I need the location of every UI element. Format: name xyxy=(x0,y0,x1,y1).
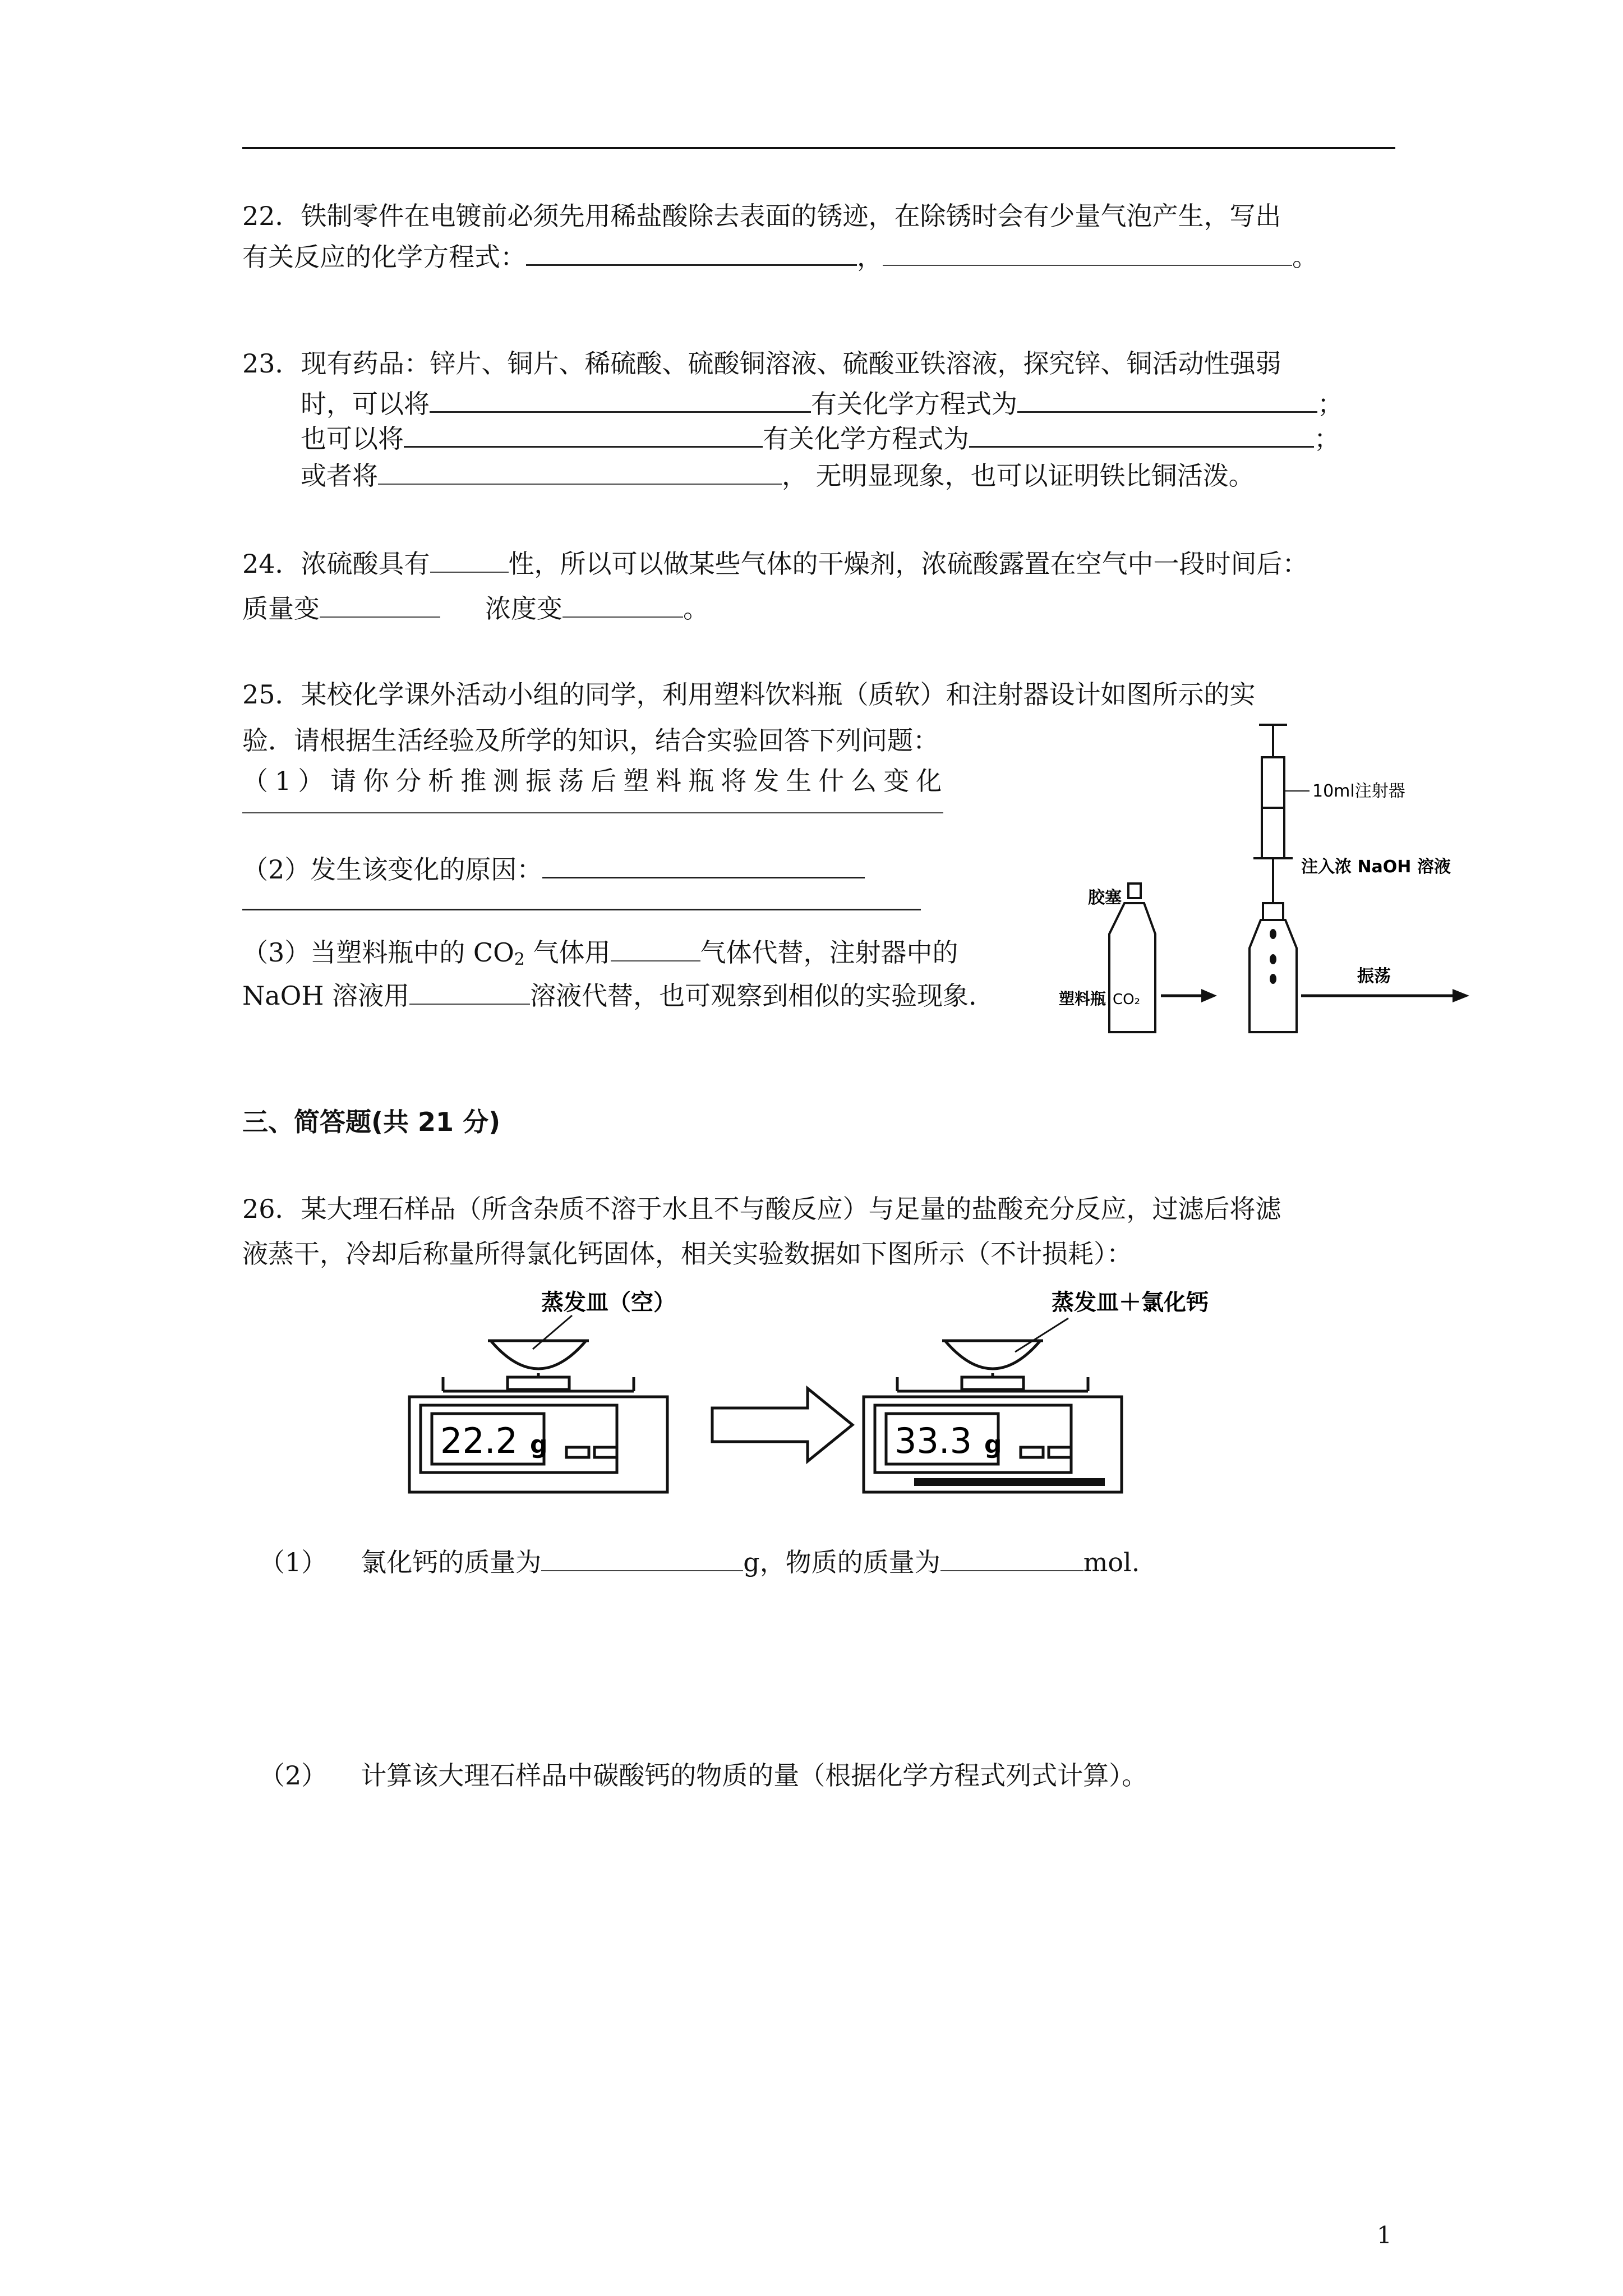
left-unit: g xyxy=(530,1430,548,1459)
inject-label: 注入浓 NaOH 溶液 xyxy=(1301,857,1451,877)
co2-label: CO₂ xyxy=(1113,991,1141,1008)
arrow-right-icon xyxy=(1161,989,1217,1002)
big-arrow-icon xyxy=(712,1388,852,1461)
q26-p2: （2） 计算该大理石样品中碳酸钙的物质的量（根据化学方程式列式计算）。 xyxy=(259,1760,1148,1791)
q26-blank-2[interactable] xyxy=(940,1547,1083,1571)
q23-blank-1[interactable] xyxy=(430,388,811,413)
syringe-label: 10ml注射器 xyxy=(1312,781,1405,801)
q23-blank-5[interactable] xyxy=(378,460,782,485)
bottle-with-syringe-icon xyxy=(1249,903,1297,1032)
q24-blank-3[interactable] xyxy=(562,593,683,618)
q26-blank-1[interactable] xyxy=(541,1547,743,1571)
bottle-label: 塑料瓶 xyxy=(1059,990,1106,1008)
q25-p2: （2）发生该变化的原因： xyxy=(242,853,865,886)
q23-blank-2[interactable] xyxy=(1017,388,1317,413)
q23-line2: 时，可以将 有关化学方程式为 ； xyxy=(301,389,1343,419)
q24-blank-2[interactable] xyxy=(320,593,440,618)
q25-blank-1[interactable] xyxy=(242,812,943,813)
q23-line3: 也可以将 有关化学方程式为 ； xyxy=(301,424,1340,454)
droplet-icons xyxy=(1270,929,1276,984)
q25-p3-line1: （3）当塑料瓶中的 $CO_2$ 气体用 气体代替，注射器中的 xyxy=(242,937,958,969)
q26-p1: （1） 氯化钙的质量为 g，物质的质量为 mol. xyxy=(259,1547,1140,1577)
q22-blank-2[interactable] xyxy=(883,241,1292,266)
q24-line1: 24．浓硫酸具有 性，所以可以做某些气体的干燥剂，浓硫酸露置在空气中一段时间后： xyxy=(242,549,1308,579)
q23-blank-4[interactable] xyxy=(969,422,1314,448)
q25-blank-3[interactable] xyxy=(242,909,921,910)
q25-line1: 25．某校化学课外活动小组的同学，利用塑料饮料瓶（质软）和注射器设计如图所示的实 xyxy=(242,679,1256,710)
q23-line4: 或者将 ， 无明显现象，也可以证明铁比铜活泼。 xyxy=(301,461,1255,491)
right-unit: g xyxy=(984,1430,1002,1459)
q25-blank-5[interactable] xyxy=(409,980,530,1005)
right-reading: 33.3 xyxy=(895,1420,972,1461)
q26-line2: 液蒸干，冷却后称量所得氯化钙固体，相关实验数据如下图所示（不计损耗）： xyxy=(242,1239,1132,1269)
q23-blank-3[interactable] xyxy=(404,422,763,448)
page-number: 1 xyxy=(1377,2221,1392,2249)
q25-p3-line2: NaOH 溶液用 溶液代替，也可观察到相似的实验现象． xyxy=(242,981,995,1011)
syringe-icon xyxy=(1253,725,1293,903)
balance-base-bar xyxy=(914,1478,1105,1486)
q25-blank-2[interactable] xyxy=(542,853,865,878)
header-rule xyxy=(242,147,1395,149)
balance-figure xyxy=(387,1285,1262,1498)
right-figure-label: 蒸发皿＋氯化钙 xyxy=(1052,1290,1209,1315)
syringe-bottle-diagram xyxy=(1054,718,1475,1043)
q25-line2: 验．请根据生活经验及所学的知识，结合实验回答下列问题： xyxy=(242,725,939,756)
q26-line1: 26．某大理石样品（所含杂质不溶于水且不与酸反应）与足量的盐酸充分反应，过滤后将滤 xyxy=(242,1194,1281,1224)
q25-p1: （1）请你分析推测振荡后塑料瓶将发生什么变化 xyxy=(242,766,949,796)
q24-blank-1[interactable] xyxy=(430,548,509,573)
shake-arrow-icon xyxy=(1301,989,1469,1002)
q24-line2: 质量变 浓度变 。 xyxy=(242,593,709,624)
q22-line1: 22．铁制零件在电镀前必须先用稀盐酸除去表面的锈迹，在除锈时会有少量气泡产生，写出 xyxy=(242,201,1281,231)
left-reading: 22.2 xyxy=(440,1420,518,1461)
q25-blank-4[interactable] xyxy=(611,937,700,961)
stopper-label: 胶塞 xyxy=(1088,888,1122,908)
q22-blank-1[interactable] xyxy=(526,241,857,266)
q22-line2: 有关反应的化学方程式： ， 。 xyxy=(242,242,1318,272)
shake-label: 振荡 xyxy=(1357,967,1391,986)
q23-line1: 23．现有药品：锌片、铜片、稀硫酸、硫酸铜溶液、硫酸亚铁溶液，探究锌、铜活动性强弱 xyxy=(242,348,1281,379)
section-heading: 三、简答题(共 21 分) xyxy=(242,1107,501,1137)
left-figure-label: 蒸发皿（空） xyxy=(541,1290,676,1315)
